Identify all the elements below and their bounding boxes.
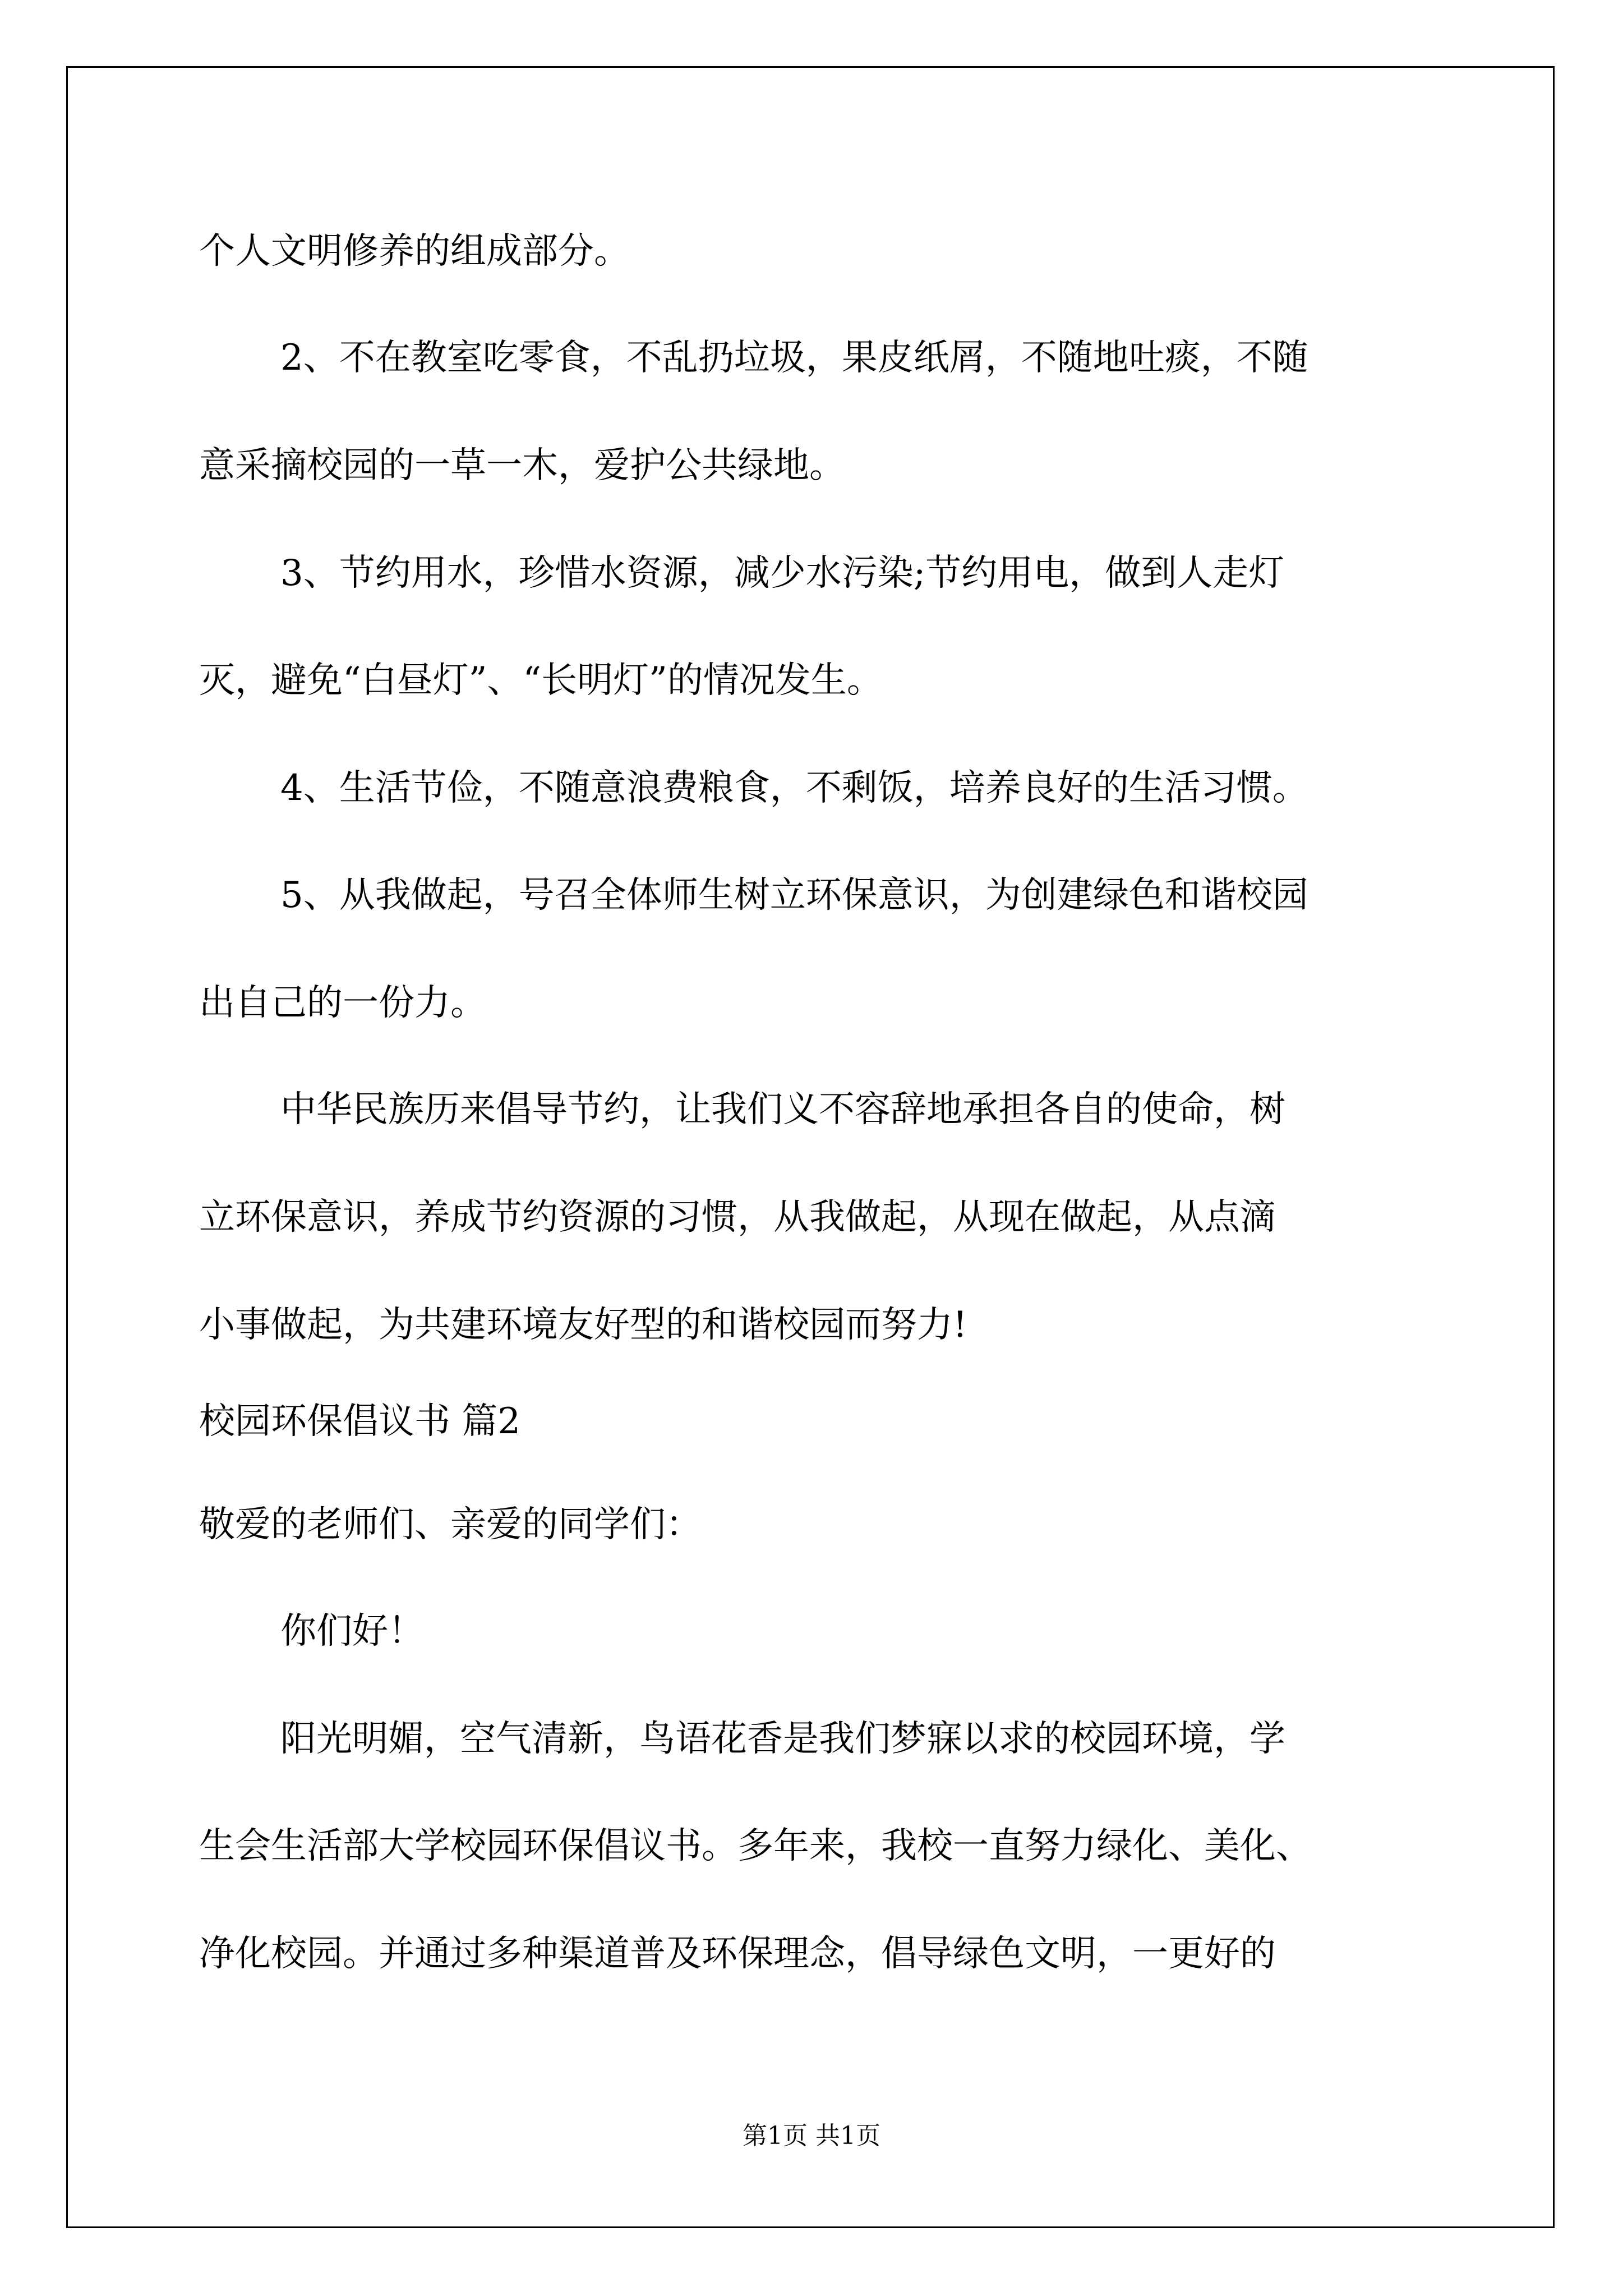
text-line: 4、生活节俭，不随意浪费粮食，不剩饭，培养良好的生活习惯。: [280, 767, 1308, 809]
text-line: 小事做起，为共建环境友好型的和谐校园而努力!: [199, 1304, 967, 1346]
text-line: 2、不在教室吃零食，不乱扔垃圾，果皮纸屑，不随地吐痰，不随: [280, 337, 1308, 379]
page-number-footer: 第1页 共1页: [743, 2122, 880, 2150]
page-border: [66, 66, 1555, 2228]
salutation: 敬爱的老师们、亲爱的同学们：: [199, 1504, 702, 1545]
text-line: 意采摘校园的一草一木，爱护公共绿地。: [199, 445, 845, 486]
text-line: 立环保意识，养成节约资源的习惯，从我做起，从现在做起，从点滴: [199, 1197, 1276, 1238]
section-heading: 校园环保倡议书 篇2: [199, 1401, 521, 1442]
text-line: 3、节约用水，珍惜水资源，减少水污染;节约用电，做到人走灯: [280, 553, 1285, 594]
text-line: 生会生活部大学校园环保倡议书。多年来，我校一直努力绿化、美化、: [199, 1825, 1312, 1867]
text-line: 灭，避免“白昼灯”、“长明灯”的情况发生。: [199, 660, 883, 701]
text-line: 中华民族历来倡导节约，让我们义不容辞地承担各自的使命，树: [280, 1089, 1285, 1130]
text-line: 出自己的一份力。: [199, 982, 486, 1024]
text-line: 阳光明媚，空气清新，鸟语花香是我们梦寐以求的校园环境，学: [280, 1718, 1285, 1760]
text-line: 净化校园。并通过多种渠道普及环保理念，倡导绿色文明，一更好的: [199, 1933, 1276, 1975]
text-line: 5、从我做起，号召全体师生树立环保意识，为创建绿色和谐校园: [280, 875, 1308, 916]
text-line: 个人文明修养的组成部分。: [199, 231, 630, 272]
greeting: 你们好！: [280, 1611, 424, 1652]
